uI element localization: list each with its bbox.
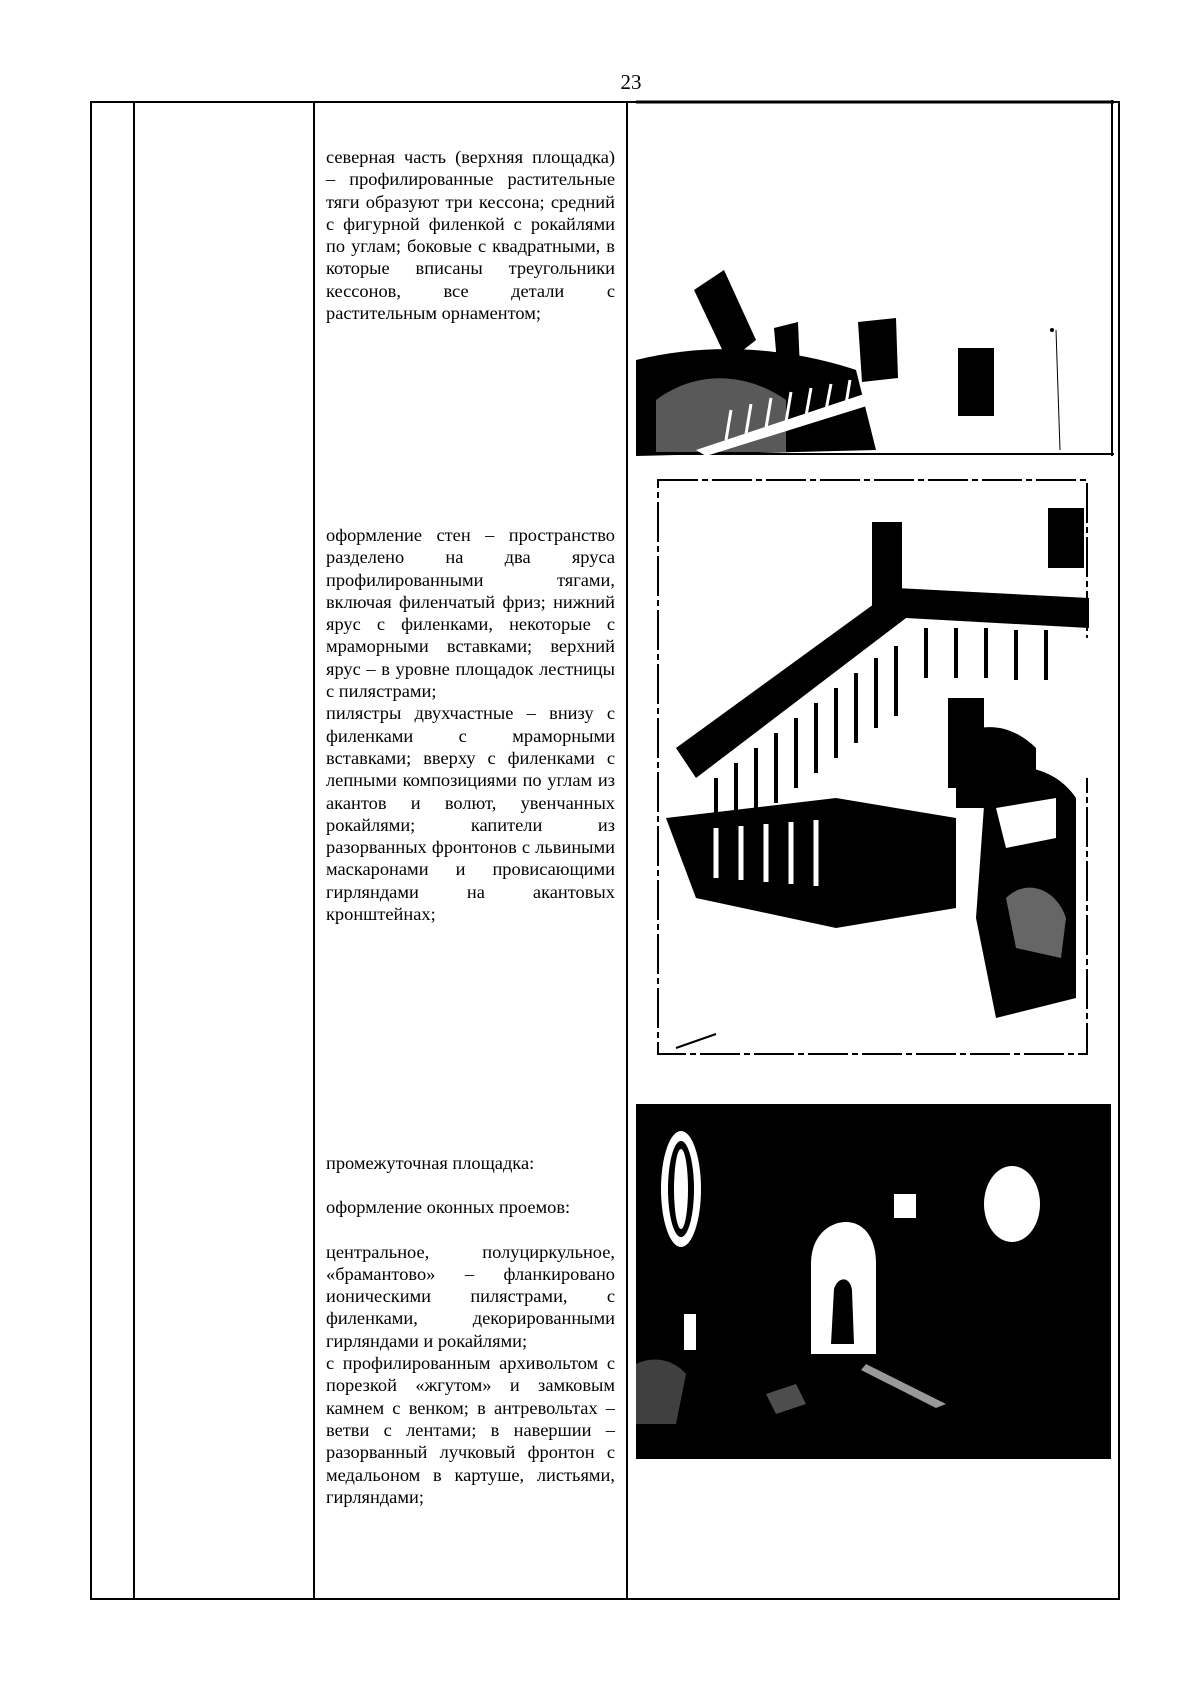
- intermediate-landing-image: [636, 1104, 1111, 1459]
- ceiling-description: [326, 146, 615, 324]
- central-window-text: центральное, полуциркульное, «брамантово» – фланкировано ионическими пилястрами, с филенками, декорированными гирляндами и рокайлями;: [326, 1241, 615, 1351]
- page-number: 23: [620, 70, 642, 94]
- pilasters-text: пилястры двухчастные – внизу с филенками с мраморными вставками; вверху с филенками с лепными композициями по углам из акантов и волют, увенчанных рокайлями; капители из разорванных фронтонов с львиными маскаронами и провисающими гирляндами на акантовых кронштейнах;: [326, 703, 615, 925]
- staircase-photo: [656, 478, 1089, 1056]
- intermediate-landing-photo: [636, 1104, 1111, 1459]
- staircase-image: [656, 478, 1089, 1056]
- archivolt-text: с профилированным архивольтом с порезкой «жгутом» и замковым камнем с венком; в антревольтах – ветви с лентами; в навершии – разорванный лучковый фронтон с медальоном в картуше, листьями, гирляндами;: [326, 1353, 615, 1507]
- walls-text: оформление стен – пространство разделено на два яруса профилированными тягами, включая филенчатый фриз; нижний ярус с филенками, некоторые с мраморными вставками; верхний ярус – в уровне площадок лестницы с пилястрами;: [326, 525, 615, 702]
- landing-description: [326, 1152, 615, 1508]
- ceiling-text: северная часть (верхняя площадка) – профилированные растительные тяги образуют три кессона; средний с фигурной филенкой с рокайлями по углам; боковые с квадратными, в которые вписаны треугольники кессонов, все детали с растительным орнаментом;: [326, 147, 615, 324]
- landing-heading: промежуточная площадка:: [326, 1153, 535, 1173]
- column-divider-3: [626, 103, 628, 1598]
- walls-description: [326, 524, 615, 925]
- upper-landing-image: [636, 100, 1114, 456]
- window-openings-heading: оформление оконных проемов:: [326, 1197, 571, 1218]
- column-divider-1: [133, 103, 135, 1598]
- column-divider-2: [313, 103, 315, 1598]
- upper-landing-photo: [636, 100, 1114, 456]
